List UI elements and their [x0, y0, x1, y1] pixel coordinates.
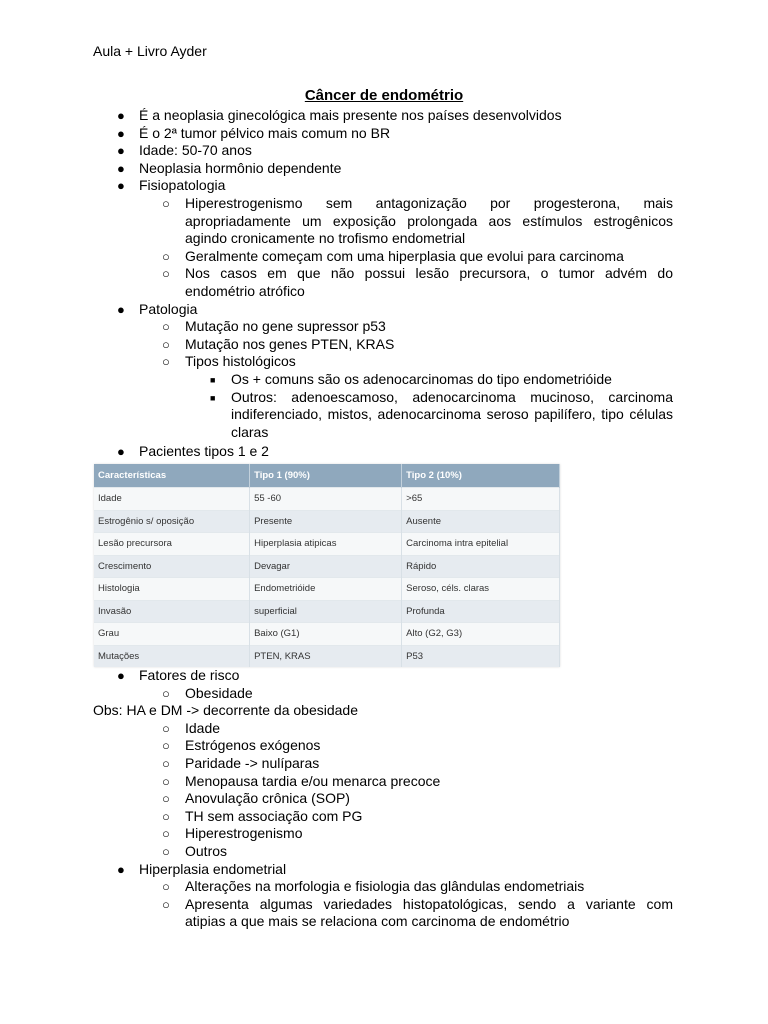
table-cell: Seroso, céls. claras — [402, 578, 560, 601]
sub-list-item: Hiperestrogenismo sem antagonização por progesterona, mais — [185, 195, 673, 211]
table-row — [94, 488, 560, 511]
circle-bullet-icon: ○ — [162, 791, 170, 807]
square-bullet-icon: ■ — [210, 375, 216, 385]
circle-bullet-icon: ○ — [162, 266, 170, 282]
sub-list-item: Geralmente começam com uma hiperplasia que evolui para carcinoma — [185, 247, 624, 264]
table-row — [94, 645, 560, 667]
sub-list-item: TH sem associação com PG — [185, 807, 363, 824]
table-cell: PTEN, KRAS — [250, 645, 402, 667]
sub-list-item: Obesidade — [185, 684, 253, 701]
sub-sub-list-item-continuation: claras — [231, 423, 269, 440]
table-cell: Baixo (G1) — [250, 623, 402, 646]
table-cell: Rápido — [402, 555, 560, 578]
circle-bullet-icon: ○ — [162, 756, 170, 771]
sub-sub-list-item: Outros: adenoescamoso, adenocarcinoma mucinoso, carcinoma — [231, 388, 673, 405]
sub-list-item: Idade — [185, 719, 221, 736]
table-row — [94, 510, 560, 533]
table-cell: Crescimento — [94, 555, 250, 578]
table-header-row — [94, 464, 560, 488]
list-item: Hiperplasia endometrial — [139, 860, 287, 877]
table-cell: Mutações — [94, 645, 250, 667]
circle-bullet-icon: ○ — [162, 844, 170, 859]
table-cell: Ausente — [402, 510, 560, 533]
sub-sub-list-item: Os + comuns são os adenocarcinomas do tipo endometrióide — [231, 371, 612, 387]
circle-bullet-icon: ○ — [162, 196, 170, 211]
table-cell: Invasão — [94, 600, 250, 623]
sub-list-item: Paridade -> nulíparas — [185, 755, 320, 771]
circle-bullet-icon: ○ — [162, 826, 170, 842]
bullet-icon: ● — [117, 301, 125, 317]
table-cell: Carcinoma intra epitelial — [402, 533, 560, 556]
circle-bullet-icon: ○ — [162, 248, 170, 264]
table-row — [94, 555, 560, 578]
circle-bullet-icon: ○ — [162, 354, 170, 370]
sub-list-item: Mutação no gene supressor p53 — [185, 318, 386, 335]
circle-bullet-icon: ○ — [162, 738, 170, 754]
sub-list-item-continuation: agindo cronicamente no trofismo endometrial — [185, 230, 466, 247]
bullet-icon: ● — [117, 125, 125, 141]
sub-list-item: Mutação nos genes PTEN, KRAS — [185, 335, 395, 352]
bullet-icon: ● — [117, 178, 125, 194]
bullet-icon: ● — [117, 668, 125, 683]
circle-bullet-icon: ○ — [162, 336, 170, 352]
table-cell: Idade — [94, 488, 250, 511]
circle-bullet-icon: ○ — [162, 896, 170, 912]
document-header: Aula + Livro Ayder — [93, 43, 207, 59]
sub-list-item: Tipos histológicos — [185, 353, 296, 370]
table-cell: Devagar — [250, 555, 402, 578]
circle-bullet-icon: ○ — [162, 879, 170, 895]
sub-list-item: Nos casos em que não possui lesão precursora, o tumor advém do — [185, 265, 673, 282]
table-header-cell: Tipo 2 (10%) — [402, 464, 560, 488]
sub-sub-list-item-continuation: indiferenciado, mistos, adenocarcinoma seroso papilífero, tipo células — [231, 406, 673, 423]
table-cell: Endometrióide — [250, 578, 402, 601]
sub-list-item: Apresenta algumas variedades histopatológicas, sendo a variante com — [185, 895, 673, 912]
bullet-icon: ● — [117, 143, 125, 159]
table-row — [94, 533, 560, 556]
bullet-icon: ● — [117, 861, 125, 877]
table-cell: Estrogênio s/ oposição — [94, 510, 250, 533]
table-row — [94, 623, 560, 646]
sub-list-item: Outros — [185, 843, 228, 859]
table-cell: Grau — [94, 623, 250, 646]
circle-bullet-icon: ○ — [162, 319, 170, 335]
table-cell: superficial — [250, 600, 402, 623]
square-bullet-icon: ■ — [210, 392, 216, 403]
table-cell: Lesão precursora — [94, 533, 250, 556]
table-cell: Alto (G2, G3) — [402, 623, 560, 646]
list-item: Neoplasia hormônio dependente — [139, 159, 342, 176]
list-item: Patologia — [139, 300, 198, 317]
document-title: Câncer de endométrio — [304, 87, 464, 104]
bullet-icon: ● — [117, 160, 125, 176]
sub-list-item: Menopausa tardia e/ou menarca precoce — [185, 772, 441, 789]
table-cell: Histologia — [94, 578, 250, 601]
list-item: Pacientes tipos 1 e 2 — [139, 443, 269, 459]
table-cell: Profunda — [402, 600, 560, 623]
table-row — [94, 578, 560, 601]
patient-types-table — [94, 464, 560, 667]
sub-list-item: Alterações na morfologia e fisiologia das glândulas endometriais — [185, 878, 585, 895]
circle-bullet-icon: ○ — [162, 808, 170, 824]
list-item: Fatores de risco — [139, 667, 240, 683]
sub-list-item-continuation: apropriadamente um exposição prolongada aos estímulos estrogênicos — [185, 212, 673, 229]
sub-list-item-continuation: atipias a que mais se relaciona com carcinoma de endométrio — [185, 913, 570, 930]
table-cell: >65 — [402, 488, 560, 511]
sub-list-item-continuation: endométrio atrófico — [185, 283, 305, 299]
table-cell: P53 — [402, 645, 560, 667]
list-item: Fisiopatologia — [139, 177, 226, 194]
table-row — [94, 600, 560, 623]
table-cell: Hiperplasia atipicas — [250, 533, 402, 556]
list-item: É o 2ª tumor pélvico mais comum no BR — [139, 124, 391, 141]
table-header-cell: Características — [94, 464, 250, 488]
observation-note: Obs: HA e DM -> decorrente da obesidade — [93, 702, 358, 719]
circle-bullet-icon: ○ — [162, 773, 170, 789]
bullet-icon: ● — [117, 444, 125, 459]
circle-bullet-icon: ○ — [162, 720, 170, 736]
sub-list-item: Estrógenos exógenos — [185, 737, 321, 754]
list-item: É a neoplasia ginecológica mais presente nos países desenvolvidos — [139, 107, 562, 123]
table-header-cell: Tipo 1 (90%) — [250, 464, 402, 488]
table-cell: Presente — [250, 510, 402, 533]
sub-list-item: Hiperestrogenismo — [185, 825, 303, 842]
table-cell: 55 -60 — [250, 488, 402, 511]
sub-list-item: Anovulação crônica (SOP) — [185, 790, 350, 807]
bullet-icon: ● — [117, 108, 125, 123]
list-item: Idade: 50-70 anos — [139, 142, 252, 159]
circle-bullet-icon: ○ — [162, 685, 170, 701]
